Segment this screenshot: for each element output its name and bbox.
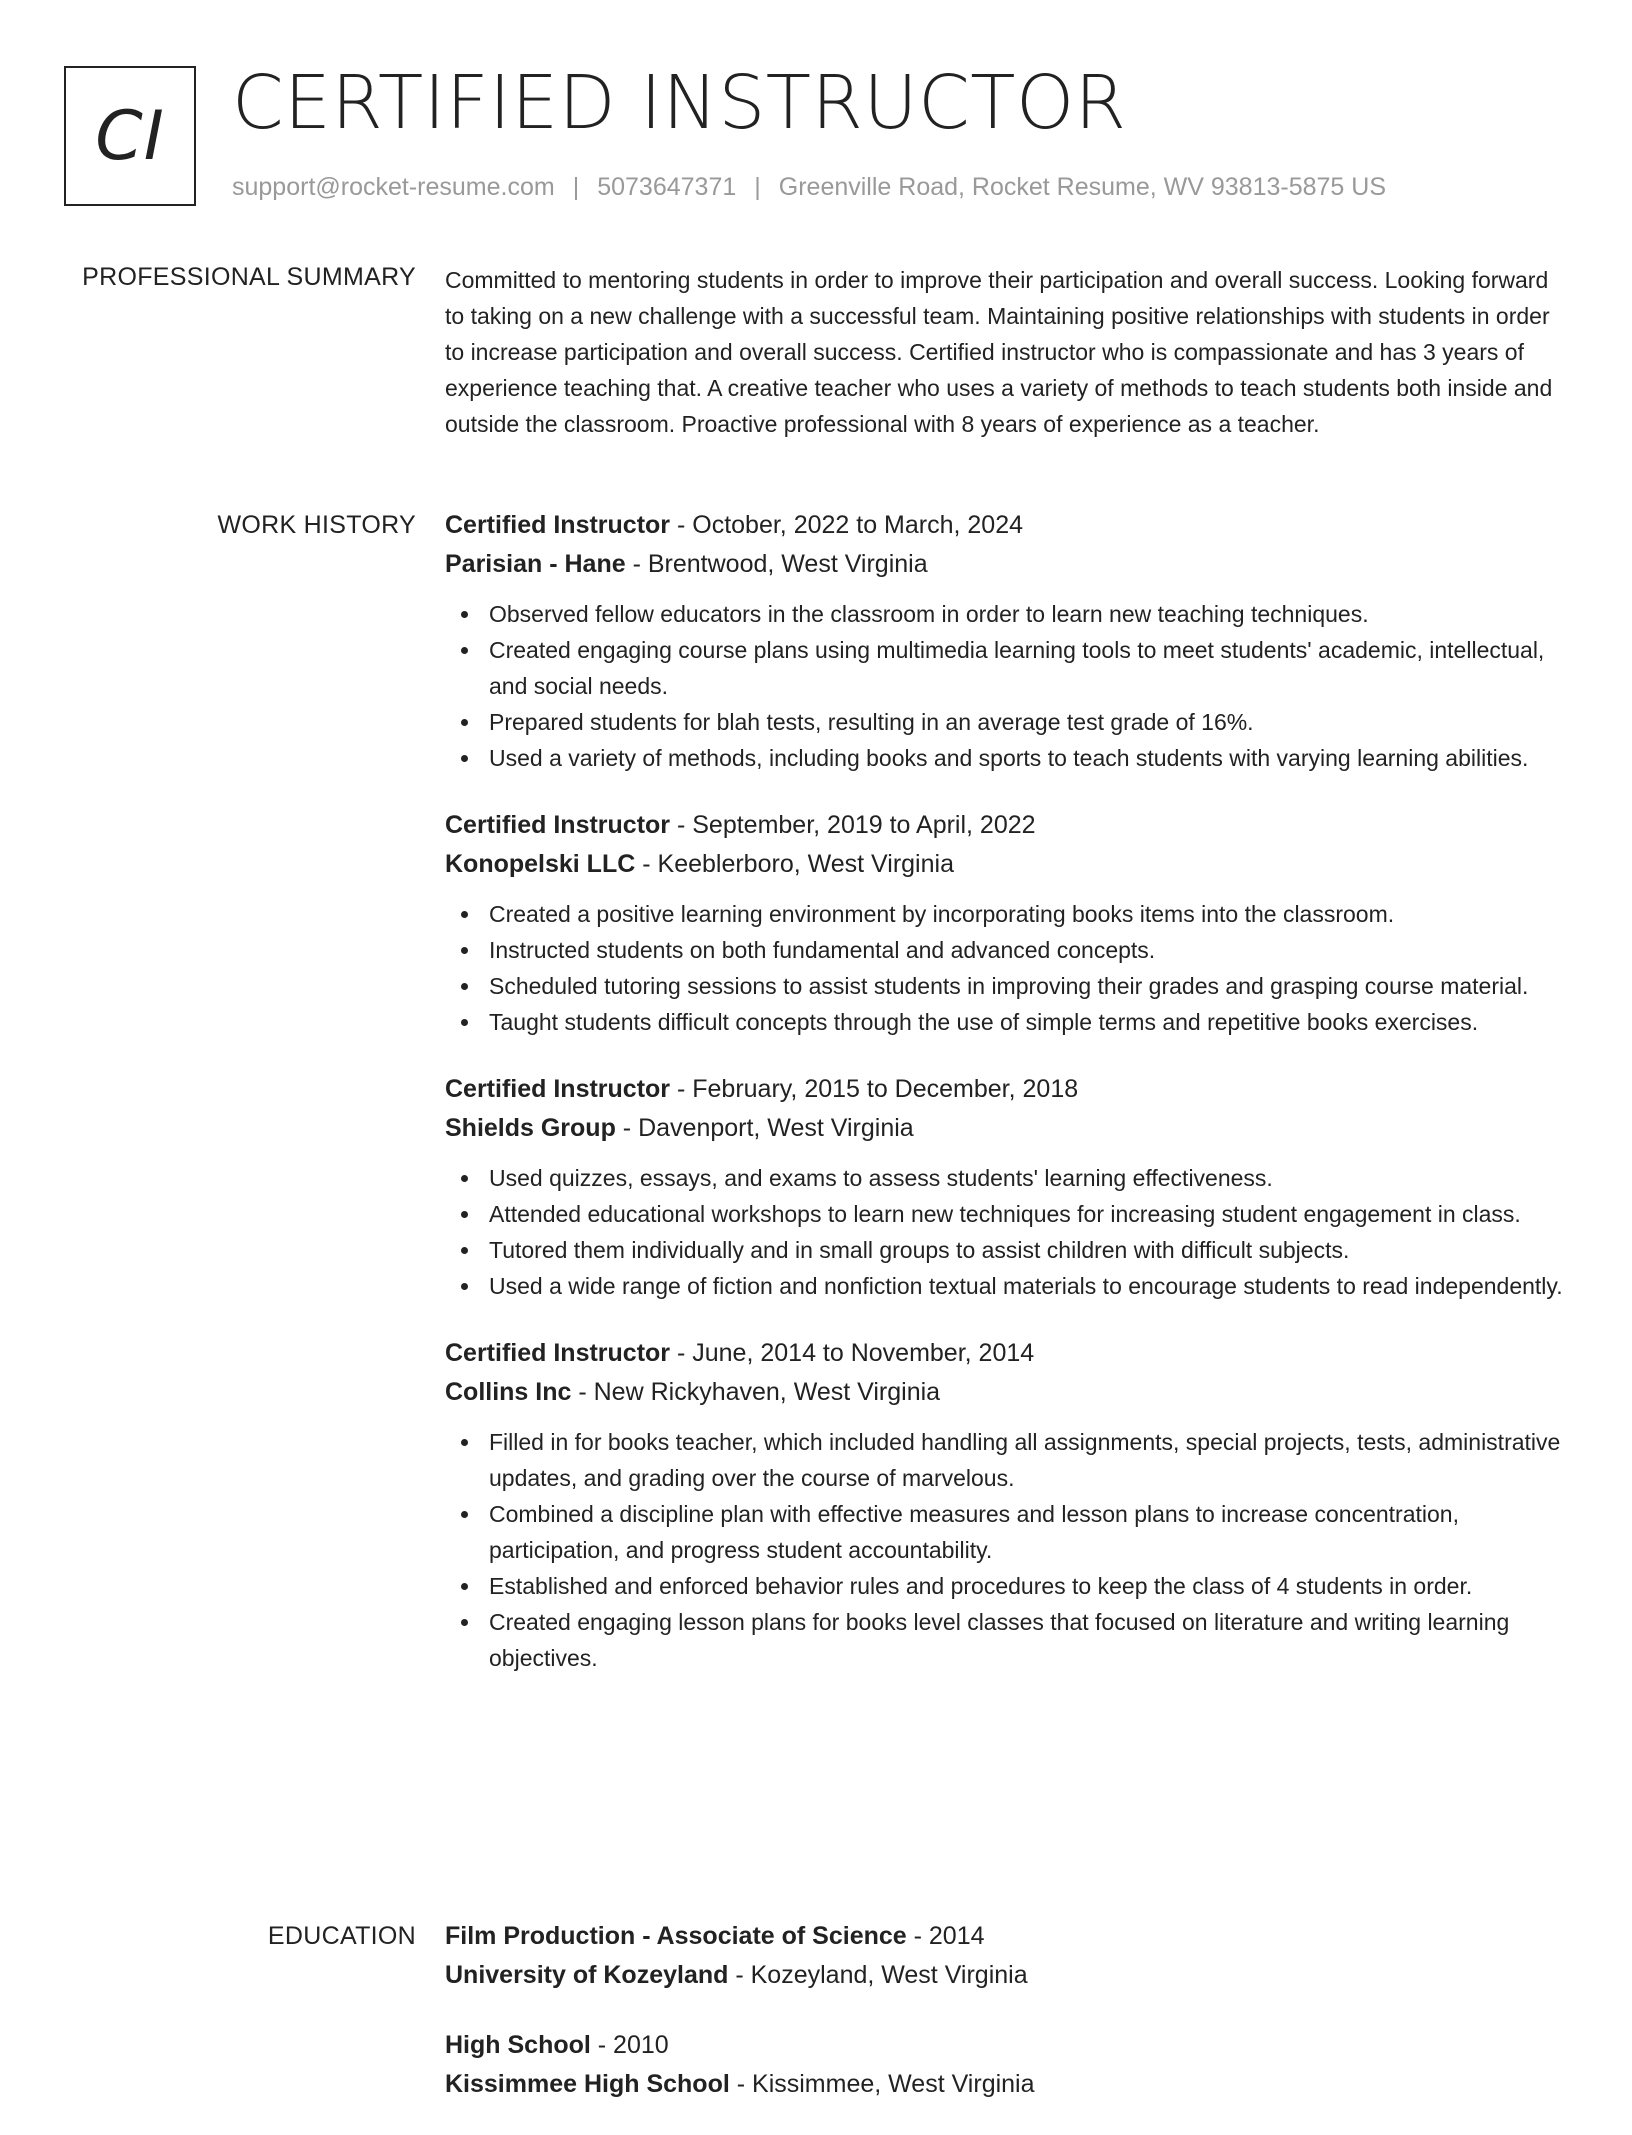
job-role: Certified Instructor bbox=[445, 511, 671, 539]
job-role: Certified Instructor bbox=[445, 1075, 671, 1103]
summary-body bbox=[445, 262, 1565, 442]
job-title-line bbox=[445, 806, 1565, 845]
job-entry bbox=[445, 1334, 1565, 1676]
education-year: - 2014 bbox=[906, 1922, 985, 1950]
bullet-item: Prepared students for blah tests, resulting in an average test grade of 16%. bbox=[445, 704, 1565, 740]
contact-separator: | bbox=[754, 173, 761, 201]
bullet-item: Used quizzes, essays, and exams to assess students' learning effectiveness. bbox=[445, 1160, 1565, 1196]
education-school: University of Kozeyland bbox=[445, 1961, 729, 1989]
bullet-item: Established and enforced behavior rules and procedures to keep the class of 4 students in order. bbox=[445, 1568, 1565, 1604]
job-location: - Davenport, West Virginia bbox=[615, 1114, 914, 1142]
education-school-line bbox=[445, 1956, 1565, 1995]
job-company-line bbox=[445, 845, 1565, 884]
bullet-item: Used a wide range of fiction and nonfiction textual materials to encourage students to read independently. bbox=[445, 1268, 1565, 1304]
education-entry bbox=[445, 1917, 1565, 1995]
section-title-work-history: WORK HISTORY bbox=[217, 511, 416, 539]
job-dates: - October, 2022 to March, 2024 bbox=[670, 511, 1024, 539]
job-bullets bbox=[445, 596, 1565, 776]
job-role: Certified Instructor bbox=[445, 811, 671, 839]
job-bullets bbox=[445, 896, 1565, 1040]
job-company: Collins Inc bbox=[445, 1378, 572, 1406]
education-year: - 2010 bbox=[590, 2031, 669, 2059]
job-dates: - September, 2019 to April, 2022 bbox=[670, 811, 1036, 839]
job-role: Certified Instructor bbox=[445, 1339, 671, 1367]
education-school-line bbox=[445, 2065, 1565, 2104]
contact-phone[interactable]: 5073647371 bbox=[597, 173, 737, 201]
job-entry bbox=[445, 506, 1565, 776]
bullet-item: Tutored them individually and in small groups to assist children with difficult subjects. bbox=[445, 1232, 1565, 1268]
job-title-line bbox=[445, 506, 1565, 545]
contact-separator: | bbox=[572, 173, 580, 201]
job-entry bbox=[445, 806, 1565, 1040]
bullet-item: Combined a discipline plan with effective measures and lesson plans to increase concentration, participation, and progress student accountability. bbox=[445, 1496, 1565, 1568]
job-company-line bbox=[445, 545, 1565, 584]
job-company: Shields Group bbox=[445, 1114, 616, 1142]
education-body bbox=[445, 1917, 1565, 2135]
monogram-logo: CI bbox=[64, 66, 196, 206]
job-company-line bbox=[445, 1109, 1565, 1148]
candidate-name: CERTIFIED INSTRUCTOR bbox=[232, 60, 1127, 146]
education-degree: Film Production - Associate of Science bbox=[445, 1922, 907, 1950]
education-degree-line bbox=[445, 1917, 1565, 1956]
education-entry bbox=[445, 2026, 1565, 2104]
job-location: - Keeblerboro, West Virginia bbox=[635, 850, 954, 878]
work-history-body bbox=[445, 506, 1565, 1706]
job-company: Konopelski LLC bbox=[445, 850, 636, 878]
bullet-item: Observed fellow educators in the classroom in order to learn new teaching techniques. bbox=[445, 596, 1565, 632]
education-location: - Kissimmee, West Virginia bbox=[729, 2070, 1035, 2098]
job-title-line bbox=[445, 1070, 1565, 1109]
job-bullets bbox=[445, 1424, 1565, 1676]
job-dates: - February, 2015 to December, 2018 bbox=[670, 1075, 1079, 1103]
job-entry bbox=[445, 1070, 1565, 1304]
education-school: Kissimmee High School bbox=[445, 2070, 730, 2098]
contact-line bbox=[232, 173, 1386, 202]
bullet-item: Filled in for books teacher, which included handling all assignments, special projects, tests, administrative updates, and grading over the course of marvelous. bbox=[445, 1424, 1565, 1496]
section-title-education: EDUCATION bbox=[267, 1922, 416, 1950]
section-title-summary: PROFESSIONAL SUMMARY bbox=[82, 263, 416, 291]
bullet-item: Created engaging lesson plans for books level classes that focused on literature and writing learning objectives. bbox=[445, 1604, 1565, 1676]
education-location: - Kozeyland, West Virginia bbox=[728, 1961, 1028, 1989]
contact-address: Greenville Road, Rocket Resume, WV 93813-5875 US bbox=[778, 173, 1387, 201]
summary-text: Committed to mentoring students in order to improve their participation and overall success. Looking forward to taking on a new challenge with a successful team. Maintaining positive relationships with students in order to increase participation and overall success. Certified instructor who is compassionate and has 3 years of experience teaching that. A creative teacher who uses a variety of methods to teach students both inside and outside the classroom. Proactive professional with 8 years of experience as a teacher. bbox=[445, 267, 1553, 437]
bullet-item: Used a variety of methods, including books and sports to teach students with varying learning abilities. bbox=[445, 740, 1565, 776]
contact-email[interactable]: support@rocket-resume.com bbox=[232, 173, 555, 201]
bullet-item: Created a positive learning environment by incorporating books items into the classroom. bbox=[445, 896, 1565, 932]
education-degree: High School bbox=[445, 2031, 591, 2059]
job-title-line bbox=[445, 1334, 1565, 1373]
bullet-item: Scheduled tutoring sessions to assist students in improving their grades and grasping course material. bbox=[445, 968, 1565, 1004]
job-company: Parisian - Hane bbox=[445, 550, 626, 578]
bullet-item: Taught students difficult concepts through the use of simple terms and repetitive books exercises. bbox=[445, 1004, 1565, 1040]
job-location: - Brentwood, West Virginia bbox=[625, 550, 928, 578]
bullet-item: Instructed students on both fundamental and advanced concepts. bbox=[445, 932, 1565, 968]
job-location: - New Rickyhaven, West Virginia bbox=[571, 1378, 941, 1406]
job-dates: - June, 2014 to November, 2014 bbox=[670, 1339, 1035, 1367]
job-company-line bbox=[445, 1373, 1565, 1412]
bullet-item: Created engaging course plans using multimedia learning tools to meet students' academic, intellectual, and social needs. bbox=[445, 632, 1565, 704]
job-bullets bbox=[445, 1160, 1565, 1304]
bullet-item: Attended educational workshops to learn new techniques for increasing student engagement in class. bbox=[445, 1196, 1565, 1232]
education-degree-line bbox=[445, 2026, 1565, 2065]
